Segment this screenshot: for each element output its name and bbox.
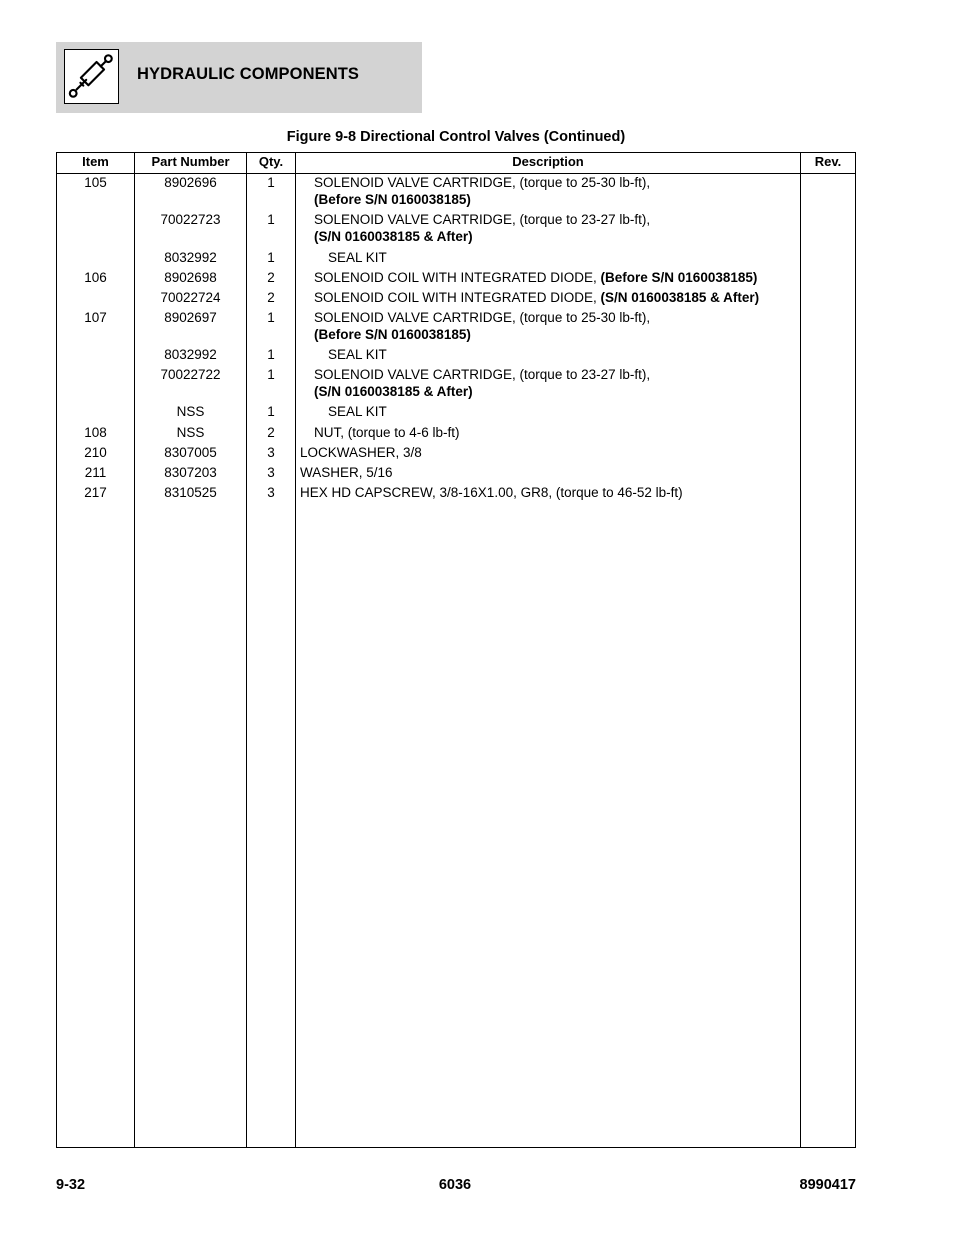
item-cell: 217	[84, 485, 107, 500]
part-number-cell: 70022722	[160, 367, 221, 382]
description-text: SOLENOID COIL WITH INTEGRATED DIODE,	[314, 270, 601, 285]
description-text: NUT, (torque to 4-6 lb-ft)	[314, 425, 460, 440]
part-number-cell: 8307203	[164, 465, 217, 480]
table-row	[57, 484, 855, 504]
description-cell	[300, 464, 850, 481]
section-title: HYDRAULIC COMPONENTS	[137, 65, 360, 83]
part-number-cell: 8902696	[164, 175, 217, 190]
table-row	[57, 366, 855, 403]
description-text: SOLENOID VALVE CARTRIDGE, (torque to 23-27 lb-ft),	[314, 212, 651, 227]
serial-note: (S/N 0160038185 & After)	[314, 384, 473, 399]
qty-cell: 1	[267, 175, 275, 190]
part-number-cell: 8902698	[164, 270, 217, 285]
item-cell: 108	[84, 425, 107, 440]
part-number-cell: 70022724	[160, 290, 221, 305]
table-row	[57, 249, 855, 269]
description-cell	[300, 444, 850, 461]
item-cell: 105	[84, 175, 107, 190]
qty-cell: 3	[267, 445, 275, 460]
description-text: SOLENOID COIL WITH INTEGRATED DIODE,	[314, 290, 601, 305]
part-number-cell: NSS	[176, 404, 205, 419]
serial-note: (S/N 0160038185 & After)	[600, 290, 760, 305]
table-row	[57, 211, 855, 249]
description-text: SOLENOID VALVE CARTRIDGE, (torque to 25-30 lb-ft),	[314, 175, 651, 190]
table-row	[57, 309, 855, 346]
part-number-cell: 8307005	[164, 445, 217, 460]
table-body	[57, 174, 855, 504]
manual-number: 8990417	[799, 1177, 856, 1193]
column-header-qty: Qty.	[258, 154, 284, 169]
description-text: SEAL KIT	[328, 347, 387, 362]
model-number: 6036	[438, 1177, 472, 1193]
hydraulic-cylinder-icon	[64, 49, 119, 104]
part-number-cell: 8032992	[164, 250, 217, 265]
description-cell	[300, 249, 878, 266]
table-row	[57, 289, 855, 309]
description-cell	[300, 269, 864, 286]
description-text: SEAL KIT	[328, 404, 387, 419]
serial-note: (Before S/N 0160038185)	[314, 327, 471, 342]
table-row	[57, 444, 855, 464]
item-cell: 211	[84, 465, 107, 480]
serial-note: (Before S/N 0160038185)	[314, 192, 471, 207]
serial-note: (Before S/N 0160038185)	[600, 270, 758, 285]
description-cell	[300, 211, 864, 245]
description-text: SEAL KIT	[328, 250, 387, 265]
item-cell: 210	[84, 445, 107, 460]
part-number-cell: 70022723	[160, 212, 221, 227]
item-cell: 106	[84, 270, 107, 285]
parts-table	[56, 152, 856, 1148]
description-cell	[300, 484, 850, 501]
description-text: HEX HD CAPSCREW, 3/8-16X1.00, GR8, (torque to 46-52 lb-ft)	[300, 485, 683, 500]
table-row	[57, 403, 855, 424]
description-cell	[300, 289, 864, 306]
qty-cell: 2	[267, 270, 275, 285]
qty-cell: 2	[267, 425, 275, 440]
qty-cell: 1	[267, 250, 275, 265]
qty-cell: 1	[267, 404, 275, 419]
qty-cell: 1	[267, 367, 275, 382]
description-text: SOLENOID VALVE CARTRIDGE, (torque to 25-30 lb-ft),	[314, 310, 651, 325]
description-cell	[300, 309, 864, 343]
table-row	[57, 424, 855, 444]
table-row	[57, 346, 855, 366]
description-text: WASHER, 5/16	[300, 465, 393, 480]
table-row	[57, 269, 855, 289]
part-number-cell: 8902697	[164, 310, 217, 325]
qty-cell: 1	[267, 347, 275, 362]
item-cell: 107	[84, 310, 107, 325]
description-text: LOCKWASHER, 3/8	[300, 445, 422, 460]
description-cell	[300, 174, 864, 208]
qty-cell: 1	[267, 310, 275, 325]
figure-title: Figure 9-8 Directional Control Valves (Continued)	[286, 129, 626, 145]
qty-cell: 2	[267, 290, 275, 305]
description-cell	[300, 346, 878, 363]
table-row	[57, 174, 855, 211]
qty-cell: 3	[267, 465, 275, 480]
description-text: SOLENOID VALVE CARTRIDGE, (torque to 23-27 lb-ft),	[314, 367, 651, 382]
column-header-part-number: Part Number	[151, 154, 230, 169]
page-number: 9-32	[56, 1177, 86, 1193]
description-cell	[300, 403, 878, 420]
column-header-item: Item	[82, 154, 109, 169]
part-number-cell: NSS	[176, 425, 205, 440]
qty-cell: 3	[267, 485, 275, 500]
serial-note: (S/N 0160038185 & After)	[314, 229, 473, 244]
column-header-rev: Rev.	[814, 154, 842, 169]
column-header-description: Description	[512, 154, 584, 169]
part-number-cell: 8310525	[164, 485, 217, 500]
table-row	[57, 464, 855, 484]
description-cell	[300, 424, 864, 441]
qty-cell: 1	[267, 212, 275, 227]
part-number-cell: 8032992	[164, 347, 217, 362]
description-cell	[300, 366, 864, 400]
